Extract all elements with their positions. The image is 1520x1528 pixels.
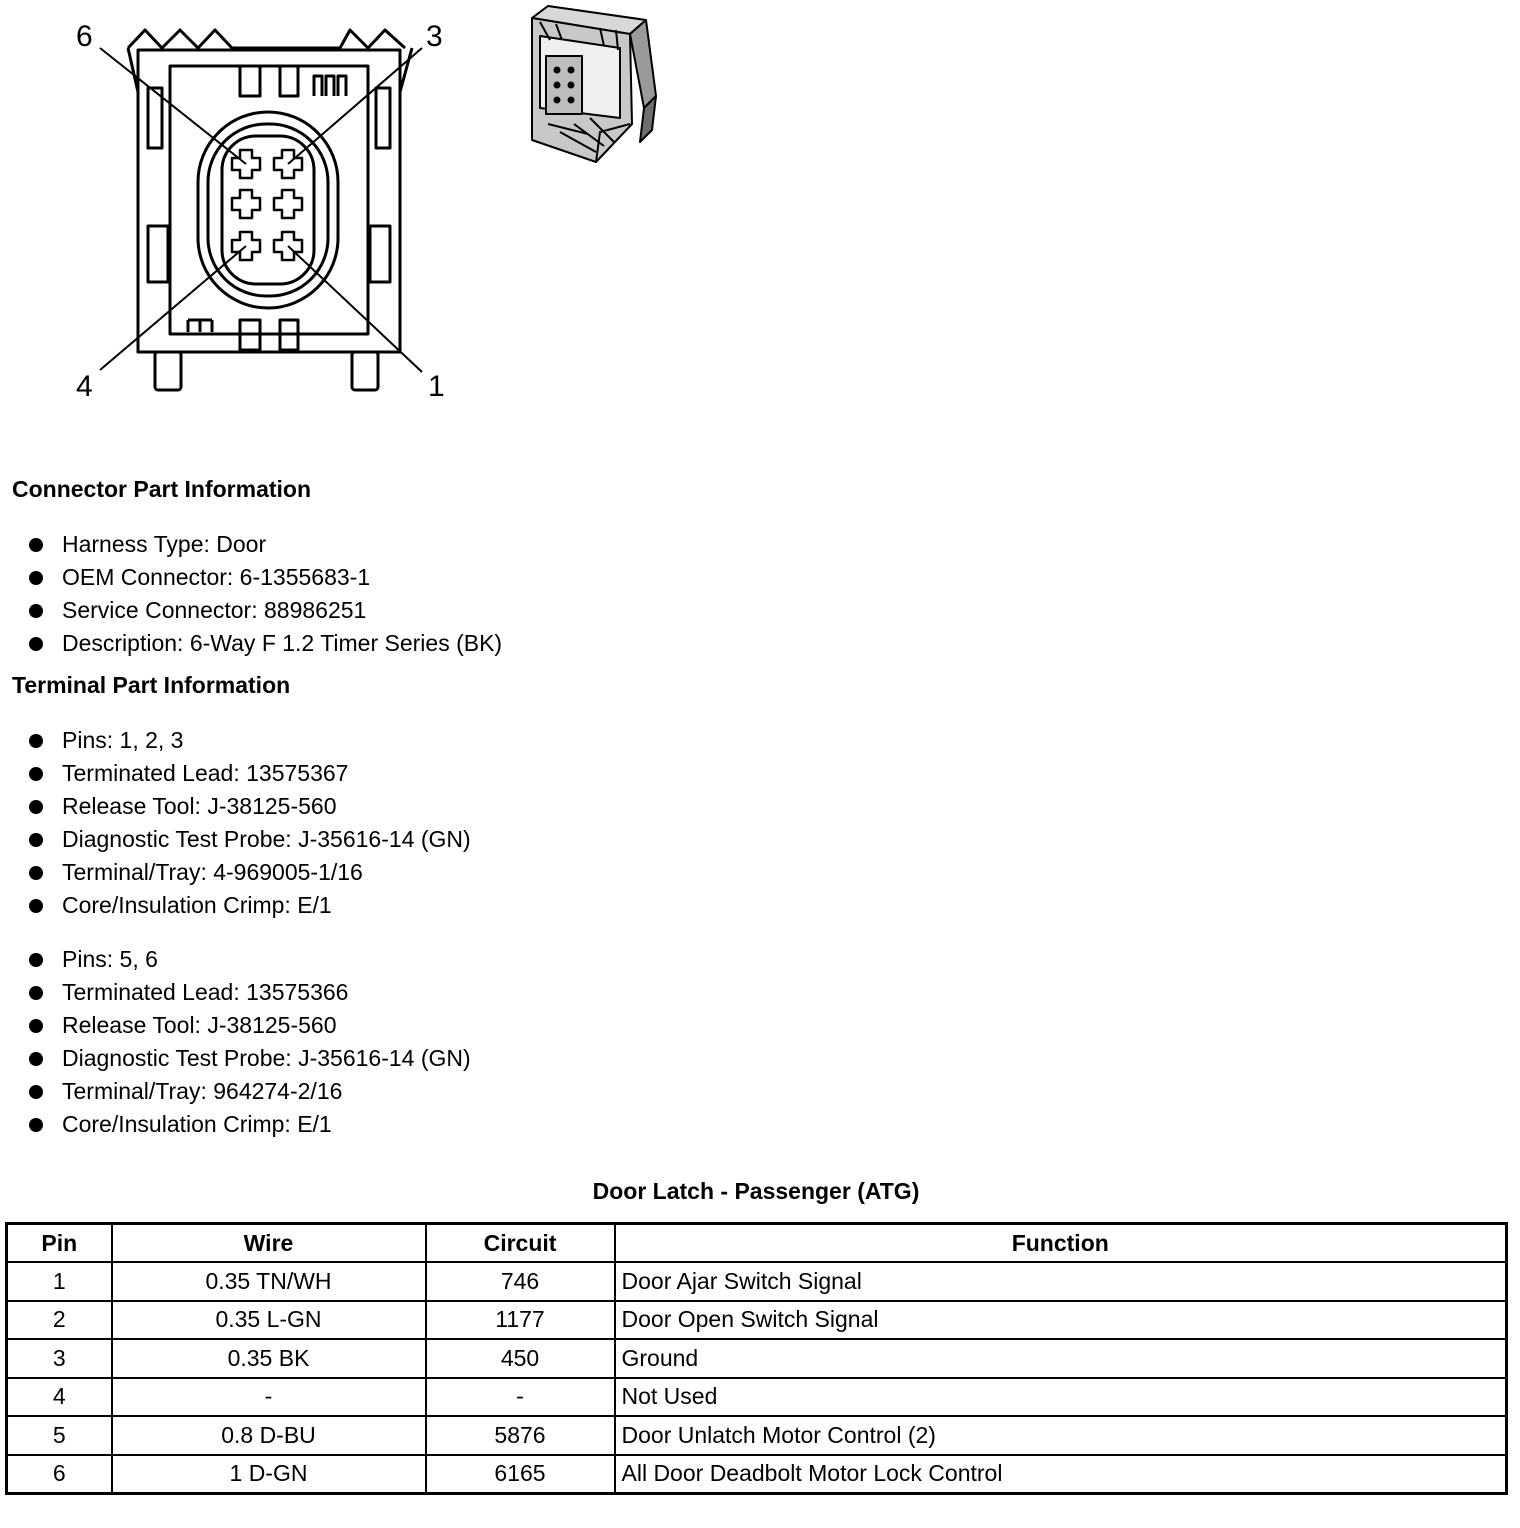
pin-callout-3: 3 <box>426 20 443 53</box>
function-cell: Ground <box>615 1339 1507 1378</box>
function-cell: Door Unlatch Motor Control (2) <box>615 1416 1507 1455</box>
table-header-row <box>7 1224 1507 1263</box>
function-cell: Door Ajar Switch Signal <box>615 1262 1507 1301</box>
connector-face-diagram <box>60 10 460 410</box>
list-item: Diagnostic Test Probe: J-35616-14 (GN) <box>28 823 471 856</box>
table-row <box>7 1339 1507 1378</box>
table-row <box>7 1301 1507 1340</box>
table-row <box>7 1455 1507 1494</box>
pin-callout-4: 4 <box>76 370 93 403</box>
column-header-wire: Wire <box>112 1224 426 1263</box>
list-item: Terminated Lead: 13575367 <box>28 757 471 790</box>
circuit-cell: 1177 <box>426 1301 615 1340</box>
list-item: OEM Connector: 6-1355683-1 <box>28 561 502 594</box>
list-item: Harness Type: Door <box>28 528 502 561</box>
wire-cell: 0.35 TN/WH <box>112 1262 426 1301</box>
table-row <box>7 1378 1507 1417</box>
wire-cell: 0.8 D-BU <box>112 1416 426 1455</box>
connector-part-info-list <box>28 528 502 660</box>
list-item: Description: 6-Way F 1.2 Timer Series (BK) <box>28 627 502 660</box>
pin-cell: 5 <box>7 1416 112 1455</box>
pin-cell: 1 <box>7 1262 112 1301</box>
connector-isometric-view <box>520 0 660 170</box>
column-header-pin: Pin <box>7 1224 112 1263</box>
connector-part-info-heading: Connector Part Information <box>12 476 312 502</box>
terminal-group-pins-1-2-3 <box>28 724 471 922</box>
list-item: Diagnostic Test Probe: J-35616-14 (GN) <box>28 1042 471 1075</box>
column-header-function: Function <box>615 1224 1507 1263</box>
table-row <box>7 1262 1507 1301</box>
list-item: Release Tool: J-38125-560 <box>28 1009 471 1042</box>
pin-cell: 2 <box>7 1301 112 1340</box>
pin-cell: 6 <box>7 1455 112 1494</box>
terminal-part-info-heading: Terminal Part Information <box>12 672 291 698</box>
wire-cell: 1 D-GN <box>112 1455 426 1494</box>
list-item: Core/Insulation Crimp: E/1 <box>28 889 471 922</box>
pin-table-title: Door Latch - Passenger (ATG) <box>592 1178 920 1204</box>
wire-cell: - <box>112 1378 426 1417</box>
list-item: Terminated Lead: 13575366 <box>28 976 471 1009</box>
wire-cell: 0.35 L-GN <box>112 1301 426 1340</box>
pin-cell: 4 <box>7 1378 112 1417</box>
wire-cell: 0.35 BK <box>112 1339 426 1378</box>
list-item: Core/Insulation Crimp: E/1 <box>28 1108 471 1141</box>
pin-callout-1: 1 <box>428 370 445 403</box>
list-item: Release Tool: J-38125-560 <box>28 790 471 823</box>
circuit-cell: 5876 <box>426 1416 615 1455</box>
terminal-group-pins-5-6 <box>28 943 471 1141</box>
function-cell: Not Used <box>615 1378 1507 1417</box>
list-item: Terminal/Tray: 4-969005-1/16 <box>28 856 471 889</box>
function-cell: Door Open Switch Signal <box>615 1301 1507 1340</box>
pin-callout-6: 6 <box>76 20 93 53</box>
list-item: Service Connector: 88986251 <box>28 594 502 627</box>
circuit-cell: 6165 <box>426 1455 615 1494</box>
column-header-circuit: Circuit <box>426 1224 615 1263</box>
list-item: Terminal/Tray: 964274-2/16 <box>28 1075 471 1108</box>
circuit-cell: 450 <box>426 1339 615 1378</box>
circuit-cell: - <box>426 1378 615 1417</box>
pin-cell: 3 <box>7 1339 112 1378</box>
list-item: Pins: 5, 6 <box>28 943 471 976</box>
circuit-cell: 746 <box>426 1262 615 1301</box>
table-row <box>7 1416 1507 1455</box>
function-cell: All Door Deadbolt Motor Lock Control <box>615 1455 1507 1494</box>
list-item: Pins: 1, 2, 3 <box>28 724 471 757</box>
pin-table <box>5 1222 1508 1495</box>
